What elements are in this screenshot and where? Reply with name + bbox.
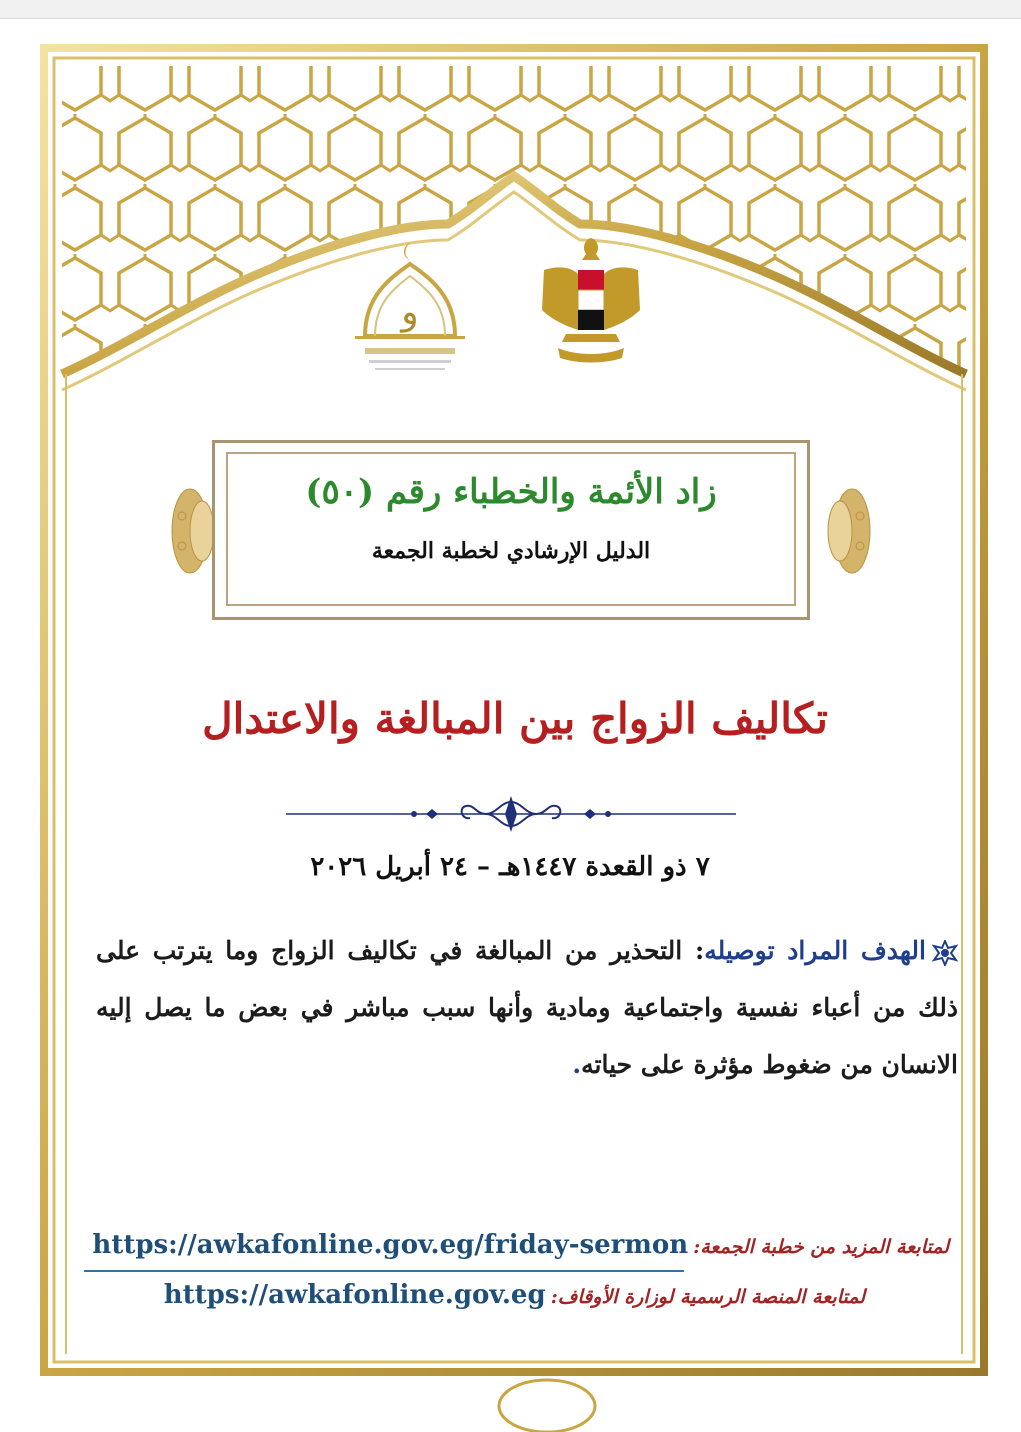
sermon-title: تكاليف الزواج بين المبالغة والاعتدال (202, 694, 828, 743)
viewer-top-bar (0, 0, 1021, 19)
banner-subtitle: الدليل الإرشادي لخطبة الجمعة (371, 538, 651, 564)
platform-link-row (164, 1280, 865, 1310)
goal-period: . (572, 1050, 582, 1079)
goal-text: : التحذير من المبالغة في تكاليف الزواج وما يترتب على ذلك من أعباء نفسية واجتماعية ومادية وأنها سبب مباشر في بعض ما يصل إليه الانسان من ضغوط مؤثرة على حياته (96, 936, 958, 1079)
divider-ornament (286, 792, 736, 836)
svg-text:و: و (401, 292, 419, 333)
link-underline (84, 1270, 684, 1272)
awqaf-ministry-logo (335, 236, 485, 384)
platform-label: لمتابعة المنصة الرسمية لوزارة الأوقاف: (550, 1286, 865, 1308)
egypt-eagle-emblem (536, 230, 646, 378)
platform-url[interactable]: https://awkafonline.gov.eg (163, 1280, 546, 1310)
friday-sermon-url[interactable]: https://awkafonline.gov.eg/friday-sermon (92, 1230, 689, 1260)
page-number-badge (492, 1372, 602, 1432)
star-ornament-icon (932, 940, 958, 966)
banner-title: زاد الأئمة والخطباء رقم (٥٠) (305, 472, 717, 512)
friday-sermon-label: لمتابعة المزيد من خطبة الجمعة: (693, 1236, 949, 1258)
goal-label: الهدف المراد توصيله (704, 936, 926, 965)
goal-paragraph (96, 922, 958, 1093)
sermon-date: ٧ ذو القعدة ١٤٤٧هـ – ٢٤ أبريل ٢٠٢٦ (310, 852, 710, 882)
friday-sermon-link-row (92, 1230, 949, 1260)
